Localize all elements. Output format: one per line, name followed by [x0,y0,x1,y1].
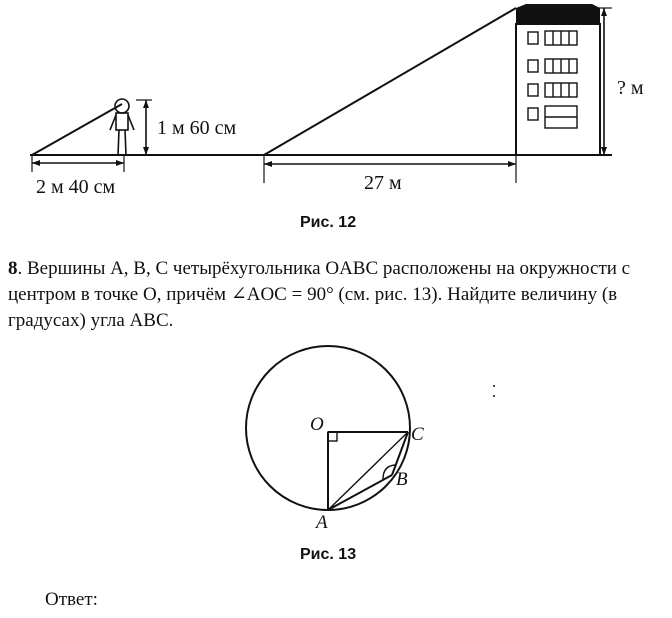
person-icon [110,99,134,155]
building-height-label: ? м [617,77,644,99]
figure-12-caption: Рис. 12 [300,214,357,231]
big-sun-ray [264,8,516,155]
shadow-length-label: 2 м 40 см [36,176,116,198]
answer-label: Ответ: [45,589,98,610]
figure-13-caption: Рис. 13 [300,546,357,563]
problem-number: 8 [8,258,18,279]
figure-12 [30,4,612,183]
point-o-label: O [310,414,324,435]
small-sun-ray [32,104,122,155]
problem-text [8,256,664,334]
distance-label: 27 м [364,172,402,194]
right-angle-mark [328,432,337,441]
figure-13 [246,346,410,510]
speck-mark [493,385,495,387]
segment-ab [328,475,392,510]
point-a-label: A [316,512,328,533]
point-c-label: C [411,424,424,445]
person-height-label: 1 м 60 см [157,117,237,139]
building-icon [516,4,600,155]
point-b-label: B [396,469,408,490]
problem-body: . Вершины A, B, C четырёхугольника OABC расположены на окружности с центром в точке O, причём ∠AOC = 90° (см. рис. 13). Найдите величину (в градусах) угла ABC. [8,258,631,331]
